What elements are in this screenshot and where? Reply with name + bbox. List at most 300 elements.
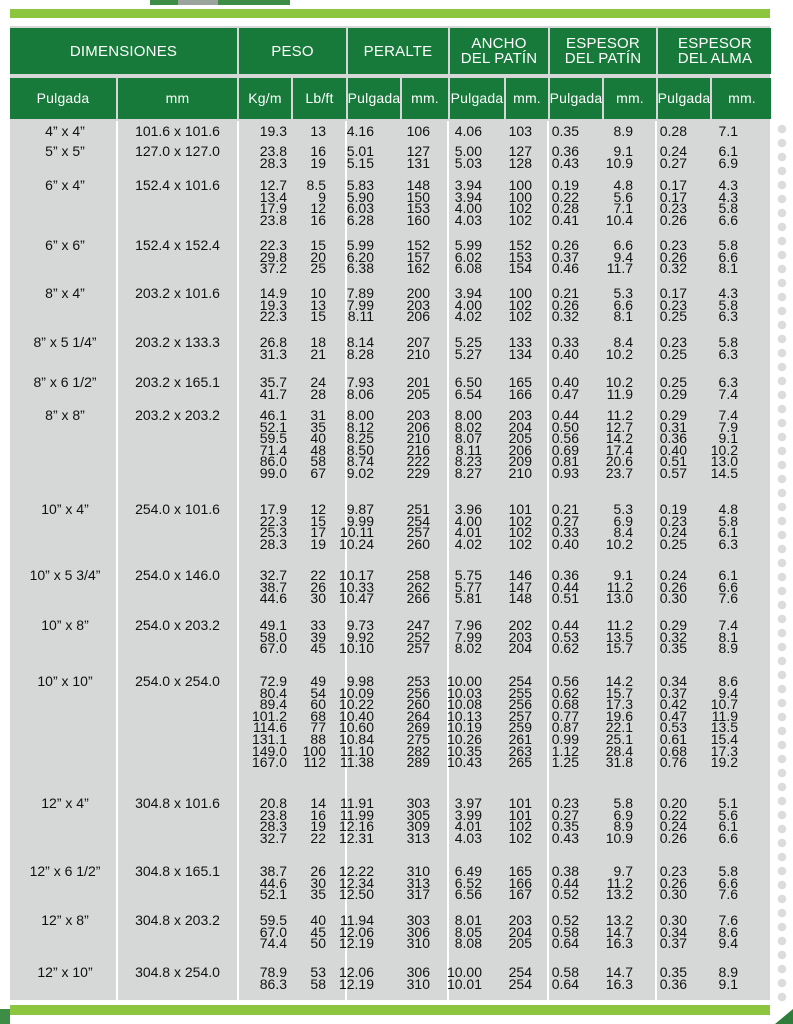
- cell-value: 31.3: [259, 345, 287, 362]
- cell-ep-mm: [590, 407, 644, 481]
- cell-per-mm: [390, 143, 438, 171]
- cell-value: 50: [310, 935, 326, 952]
- cell-value: 254.0 x 254.0: [135, 673, 220, 689]
- cell-per-in: [336, 285, 390, 325]
- cell-pulgada: [10, 912, 116, 950]
- cell-value: 4.00: [454, 512, 482, 529]
- cell-value: 157: [406, 248, 430, 265]
- cell-value: 8.27: [454, 464, 482, 481]
- cell-value: 14: [310, 795, 326, 811]
- cell-value: 21: [310, 345, 326, 362]
- cell-per-mm: [390, 407, 438, 481]
- cell-value: 106: [406, 123, 430, 139]
- cell-value: 5.3: [613, 501, 633, 517]
- cell-value: 0.44: [551, 874, 579, 891]
- cell-value: 13.5: [605, 628, 633, 645]
- cell-value: 6.20: [346, 248, 374, 265]
- cell-value: 0.81: [551, 453, 579, 470]
- cell-value: 6.6: [718, 578, 738, 595]
- cell-anc-in: [438, 334, 494, 362]
- cell-value: 4.01: [454, 818, 482, 835]
- cell-value: 4.03: [454, 829, 482, 846]
- table-row: [10, 964, 758, 992]
- cell-value: 8.07: [454, 430, 482, 447]
- cell-value: 46.1: [259, 407, 287, 423]
- cell-value: 10.43: [446, 754, 482, 771]
- cell-per-in: [336, 795, 390, 846]
- cell-value: 23.8: [259, 806, 287, 823]
- cell-ep-mm: [590, 501, 644, 552]
- cell-per-in: [336, 863, 390, 903]
- header-peso: PESO: [239, 28, 346, 74]
- cell-value: 35.7: [259, 374, 287, 390]
- cell-value: 203.2 x 101.6: [135, 285, 220, 301]
- cell-value: 0.24: [659, 818, 687, 835]
- cell-value: 12.7: [259, 177, 287, 193]
- cell-value: 5.27: [454, 345, 482, 362]
- cell-value: 10” x 10”: [37, 673, 93, 689]
- cell-value: 229: [406, 464, 430, 481]
- cell-mm: [116, 673, 239, 769]
- table-row: [10, 501, 758, 552]
- header-ancho-patin: ANCHO DEL PATÍN: [450, 28, 548, 74]
- cell-value: 317: [406, 886, 430, 903]
- cell-per-in: [336, 123, 390, 139]
- cell-mm: [116, 567, 239, 605]
- cell-value: 78.9: [259, 964, 287, 980]
- cell-anc-mm: [494, 237, 538, 277]
- cell-value: 6.1: [718, 567, 738, 583]
- cell-ea-mm: [698, 673, 758, 771]
- cell-value: 12” x 4”: [41, 795, 89, 811]
- cell-anc-in: [438, 407, 494, 481]
- cell-value: 10.26: [446, 730, 482, 747]
- cell-value: 86.0: [259, 453, 287, 470]
- cell-value: 6.02: [454, 248, 482, 265]
- cell-value: 0.28: [551, 200, 579, 217]
- cell-value: 5.99: [454, 237, 482, 253]
- cell-value: 102: [508, 829, 532, 846]
- cell-value: 306: [406, 964, 430, 980]
- cell-value: 9.1: [613, 143, 633, 159]
- cell-ea-in: [644, 374, 698, 402]
- cell-value: 205: [406, 385, 430, 402]
- cell-value: 102: [508, 308, 532, 325]
- cell-value: 0.47: [659, 707, 687, 724]
- cell-value: 258: [406, 567, 430, 583]
- cell-value: 0.21: [551, 501, 579, 517]
- cell-value: 153: [406, 200, 430, 217]
- cell-ea-in: [644, 501, 698, 552]
- cell-value: 254: [508, 975, 532, 992]
- cell-value: 5.8: [718, 863, 738, 879]
- cell-value: 11.99: [340, 806, 374, 823]
- cell-anc-in: [438, 795, 494, 846]
- cell-value: 0.53: [551, 628, 579, 645]
- cell-ea-in: [644, 912, 698, 952]
- cell-value: 12.19: [338, 935, 374, 952]
- cell-value: 88: [310, 730, 326, 747]
- cell-value: 0.30: [659, 912, 687, 928]
- cell-value: 0.58: [551, 964, 579, 980]
- cell-value: 29.8: [259, 248, 287, 265]
- cell-value: 6.3: [718, 535, 738, 552]
- cell-value: 201: [406, 374, 430, 390]
- cell-value: 9.4: [718, 935, 738, 952]
- cell-value: 112: [303, 754, 326, 771]
- cell-lb: [293, 673, 336, 771]
- cell-value: 0.37: [659, 684, 687, 701]
- cell-value: 0.35: [659, 640, 687, 657]
- cell-value: 4.3: [718, 177, 738, 193]
- cell-value: 5.8: [613, 795, 633, 811]
- cell-value: 13: [310, 296, 326, 313]
- cell-anc-in: [438, 177, 494, 228]
- cell-anc-in: [438, 912, 494, 952]
- cell-value: 0.56: [551, 673, 579, 689]
- cell-anc-mm: [494, 334, 538, 362]
- cell-value: 8.01: [454, 912, 482, 928]
- cell-value: 17.9: [259, 501, 287, 517]
- cell-value: 12.19: [338, 975, 374, 992]
- cell-value: 0.35: [659, 964, 687, 980]
- cell-value: 6.1: [718, 143, 738, 159]
- cell-value: 0.36: [659, 975, 687, 992]
- cell-value: 101: [508, 795, 532, 811]
- bottom-decoration-left: [0, 1009, 10, 1024]
- cell-value: 167: [508, 886, 532, 903]
- cell-value: 7.4: [718, 385, 738, 402]
- cell-kg: [239, 617, 293, 657]
- cell-value: 254.0 x 101.6: [135, 501, 220, 517]
- cell-value: 204: [508, 418, 532, 435]
- cell-value: 257: [508, 707, 532, 724]
- cell-value: 313: [406, 829, 430, 846]
- cell-value: 13.0: [605, 590, 633, 607]
- cell-per-mm: [390, 501, 438, 552]
- cell-value: 5.25: [454, 334, 482, 350]
- cell-value: 31: [310, 407, 326, 423]
- cell-pulgada: [10, 863, 116, 901]
- cell-ea-in: [644, 964, 698, 992]
- cell-value: 7.4: [718, 617, 738, 633]
- cell-value: 7.89: [346, 285, 374, 301]
- cell-value: 41.7: [259, 385, 287, 402]
- cell-value: 17.3: [605, 696, 633, 713]
- cell-value: 13: [310, 123, 326, 139]
- cell-per-mm: [390, 334, 438, 362]
- cell-value: 102: [508, 512, 532, 529]
- cell-value: 23.8: [259, 143, 287, 159]
- cell-value: 10.2: [605, 345, 633, 362]
- cell-value: 5.75: [454, 567, 482, 583]
- cell-value: 26.8: [259, 334, 287, 350]
- cell-lb: [293, 237, 336, 277]
- cell-value: 0.44: [551, 617, 579, 633]
- cell-value: 10.40: [338, 707, 374, 724]
- cell-value: 0.62: [551, 684, 579, 701]
- cell-value: 20.6: [605, 453, 633, 470]
- cell-value: 309: [406, 818, 430, 835]
- cell-lb: [293, 143, 336, 171]
- cell-ep-mm: [590, 143, 644, 171]
- cell-value: 22.3: [259, 308, 287, 325]
- cell-value: 54: [310, 684, 326, 701]
- cell-value: 7.6: [718, 912, 738, 928]
- cell-value: 30: [310, 590, 326, 607]
- cell-anc-in: [438, 237, 494, 277]
- cell-anc-mm: [494, 123, 538, 139]
- cell-value: 0.22: [659, 806, 687, 823]
- cell-mm: [116, 407, 239, 480]
- cell-value: 210: [406, 345, 430, 362]
- cell-value: 259: [508, 719, 532, 736]
- cell-value: 26: [310, 578, 326, 595]
- cell-pulgada: [10, 501, 116, 550]
- cell-value: 304.8 x 254.0: [135, 964, 220, 980]
- cell-value: 20.8: [259, 795, 287, 811]
- cell-pulgada: [10, 567, 116, 605]
- cell-ea-in: [644, 673, 698, 771]
- cell-value: 210: [508, 464, 532, 481]
- cell-value: 0.28: [659, 123, 687, 139]
- cell-value: 6.1: [718, 524, 738, 541]
- cell-lb: [293, 964, 336, 992]
- cell-ep-mm: [590, 673, 644, 771]
- cell-per-in: [336, 237, 390, 277]
- cell-ea-mm: [698, 964, 758, 992]
- cell-value: 10” x 4”: [41, 501, 89, 517]
- cell-value: 10.22: [338, 696, 374, 713]
- cell-value: 148: [508, 590, 532, 607]
- cell-ep-mm: [590, 123, 644, 139]
- cell-value: 8.6: [718, 673, 738, 689]
- cell-ea-in: [644, 237, 698, 277]
- cell-pulgada: [10, 237, 116, 275]
- cell-anc-in: [438, 863, 494, 903]
- cell-value: 203: [508, 407, 532, 423]
- cell-value: 103: [508, 123, 532, 139]
- cell-value: 0.23: [659, 863, 687, 879]
- cell-per-in: [336, 143, 390, 171]
- cell-anc-mm: [494, 501, 538, 552]
- cell-value: 5.99: [346, 237, 374, 253]
- cell-value: 252: [406, 628, 430, 645]
- cell-anc-in: [438, 673, 494, 771]
- cell-value: 25.1: [605, 730, 633, 747]
- cell-ep-in: [538, 237, 590, 277]
- cell-per-in: [336, 374, 390, 402]
- cell-kg: [239, 501, 293, 552]
- cell-lb: [293, 407, 336, 481]
- cell-value: 5.15: [346, 154, 374, 171]
- cell-kg: [239, 863, 293, 903]
- cell-value: 12: [310, 501, 326, 517]
- cell-value: 5” x 5”: [45, 143, 85, 159]
- cell-value: 8.1: [613, 308, 633, 325]
- cell-value: 0.58: [551, 923, 579, 940]
- cell-lb: [293, 617, 336, 657]
- cell-value: 58: [310, 975, 326, 992]
- subheader-peralte-pulgada: Pulgada: [348, 78, 400, 119]
- cell-value: 0.42: [659, 696, 687, 713]
- cell-value: 4.00: [454, 200, 482, 217]
- cell-ep-mm: [590, 912, 644, 952]
- cell-value: 9.7: [613, 863, 633, 879]
- cell-ea-in: [644, 617, 698, 657]
- cell-value: 12” x 8”: [41, 912, 89, 928]
- cell-ea-in: [644, 795, 698, 846]
- cell-value: 44.6: [259, 590, 287, 607]
- cell-ep-mm: [590, 567, 644, 607]
- cell-value: 16.3: [605, 935, 633, 952]
- cell-value: 9.73: [346, 617, 374, 633]
- cell-ep-in: [538, 334, 590, 362]
- cell-per-in: [336, 673, 390, 771]
- cell-value: 6.1: [718, 818, 738, 835]
- cell-value: 7.6: [718, 590, 738, 607]
- cell-value: 265: [508, 754, 532, 771]
- cell-value: 0.87: [551, 719, 579, 736]
- cell-value: 5.6: [613, 188, 633, 205]
- cell-ep-mm: [590, 237, 644, 277]
- cell-ea-mm: [698, 374, 758, 402]
- cell-value: 6.50: [454, 374, 482, 390]
- cell-value: 5.8: [718, 237, 738, 253]
- cell-value: 12.06: [338, 923, 374, 940]
- cell-value: 7.96: [454, 617, 482, 633]
- cell-value: 203.2 x 165.1: [135, 374, 220, 390]
- cell-value: 200: [406, 285, 430, 301]
- cell-ep-in: [538, 673, 590, 771]
- cell-value: 150: [406, 188, 430, 205]
- cell-value: 0.26: [659, 829, 687, 846]
- cell-lb: [293, 374, 336, 402]
- cell-value: 10.08: [446, 696, 482, 713]
- cell-kg: [239, 912, 293, 952]
- cell-value: 10.35: [446, 742, 482, 759]
- cell-ea-mm: [698, 567, 758, 607]
- cell-value: 16: [310, 211, 326, 228]
- cell-value: 1.25: [551, 754, 579, 771]
- dot-pattern-decoration: [775, 122, 789, 1002]
- cell-value: 0.20: [659, 795, 687, 811]
- bottom-accent-bar: [10, 1005, 770, 1015]
- cell-value: 10: [310, 285, 326, 301]
- cell-value: 0.19: [659, 501, 687, 517]
- cell-value: 152: [406, 237, 430, 253]
- cell-value: 7.99: [454, 628, 482, 645]
- cell-value: 52.1: [259, 418, 287, 435]
- cell-value: 203: [406, 407, 430, 423]
- cell-value: 0.34: [659, 673, 687, 689]
- cell-value: 12.31: [338, 829, 374, 846]
- subheader-peso-kg: Kg/m: [239, 78, 291, 119]
- cell-ea-in: [644, 863, 698, 903]
- cell-value: 49: [310, 673, 326, 689]
- cell-value: 5.01: [346, 143, 374, 159]
- cell-value: 10.17: [338, 567, 374, 583]
- cell-value: 12.7: [605, 418, 633, 435]
- cell-per-in: [336, 964, 390, 992]
- cell-value: 102: [508, 296, 532, 313]
- subheader-dim-mm: mm: [118, 78, 237, 119]
- cell-value: 11.2: [606, 407, 633, 423]
- cell-value: 6.6: [718, 874, 738, 891]
- cell-value: 3.94: [454, 177, 482, 193]
- cell-value: 303: [406, 912, 430, 928]
- cell-value: 0.46: [551, 260, 579, 277]
- header-espesor-alma: ESPESOR DEL ALMA: [658, 28, 772, 74]
- cell-value: 6” x 4”: [45, 177, 85, 193]
- cell-value: 0.64: [551, 975, 579, 992]
- cell-pulgada: [10, 617, 116, 655]
- cell-value: 282: [406, 742, 430, 759]
- cell-value: 22.1: [605, 719, 633, 736]
- subheader-ancho-mm: mm.: [506, 78, 548, 119]
- cell-value: 15.7: [605, 684, 633, 701]
- cell-value: 262: [406, 578, 430, 595]
- cell-value: 1.12: [551, 742, 579, 759]
- table-row: [10, 177, 758, 228]
- cell-ea-in: [644, 143, 698, 171]
- cell-value: 3.94: [454, 285, 482, 301]
- cell-value: 133: [508, 334, 532, 350]
- cell-per-in: [336, 567, 390, 607]
- cell-value: 6.56: [454, 886, 482, 903]
- cell-value: 32.7: [259, 829, 287, 846]
- cell-ea-in: [644, 407, 698, 481]
- cell-pulgada: [10, 177, 116, 226]
- cell-value: 147: [508, 578, 532, 595]
- cell-value: 80.4: [259, 684, 287, 701]
- cell-value: 11.7: [606, 260, 633, 277]
- cell-value: 25.3: [259, 524, 287, 541]
- cell-value: 12: [310, 200, 326, 217]
- cell-value: 0.27: [551, 512, 579, 529]
- cell-per-mm: [390, 123, 438, 139]
- cell-value: 37.2: [259, 260, 287, 277]
- cell-value: 146: [508, 567, 532, 583]
- cell-value: 20: [310, 248, 326, 265]
- subheader-esp-alma-mm: mm.: [712, 78, 772, 119]
- cell-value: 0.36: [551, 143, 579, 159]
- cell-per-mm: [390, 912, 438, 952]
- cell-value: 128: [508, 154, 532, 171]
- cell-value: 15: [310, 237, 326, 253]
- cell-anc-in: [438, 285, 494, 325]
- cell-value: 49.1: [259, 617, 287, 633]
- cell-value: 14.7: [605, 964, 633, 980]
- cell-value: 254.0 x 203.2: [135, 617, 220, 633]
- cell-value: 60: [310, 696, 326, 713]
- cell-ep-in: [538, 374, 590, 402]
- cell-value: 10.09: [338, 684, 374, 701]
- cell-value: 19.3: [259, 296, 287, 313]
- cell-value: 257: [406, 640, 430, 657]
- cell-value: 5.83: [346, 177, 374, 193]
- cell-value: 204: [508, 640, 532, 657]
- cell-ea-in: [644, 567, 698, 607]
- cell-value: 160: [406, 211, 430, 228]
- cell-value: 0.77: [551, 707, 579, 724]
- subheader-esp-patin-mm: mm.: [604, 78, 656, 119]
- cell-anc-in: [438, 567, 494, 607]
- cell-value: 165: [508, 863, 532, 879]
- cell-value: 32.7: [259, 567, 287, 583]
- cell-value: 127: [406, 143, 430, 159]
- cell-value: 0.52: [551, 912, 579, 928]
